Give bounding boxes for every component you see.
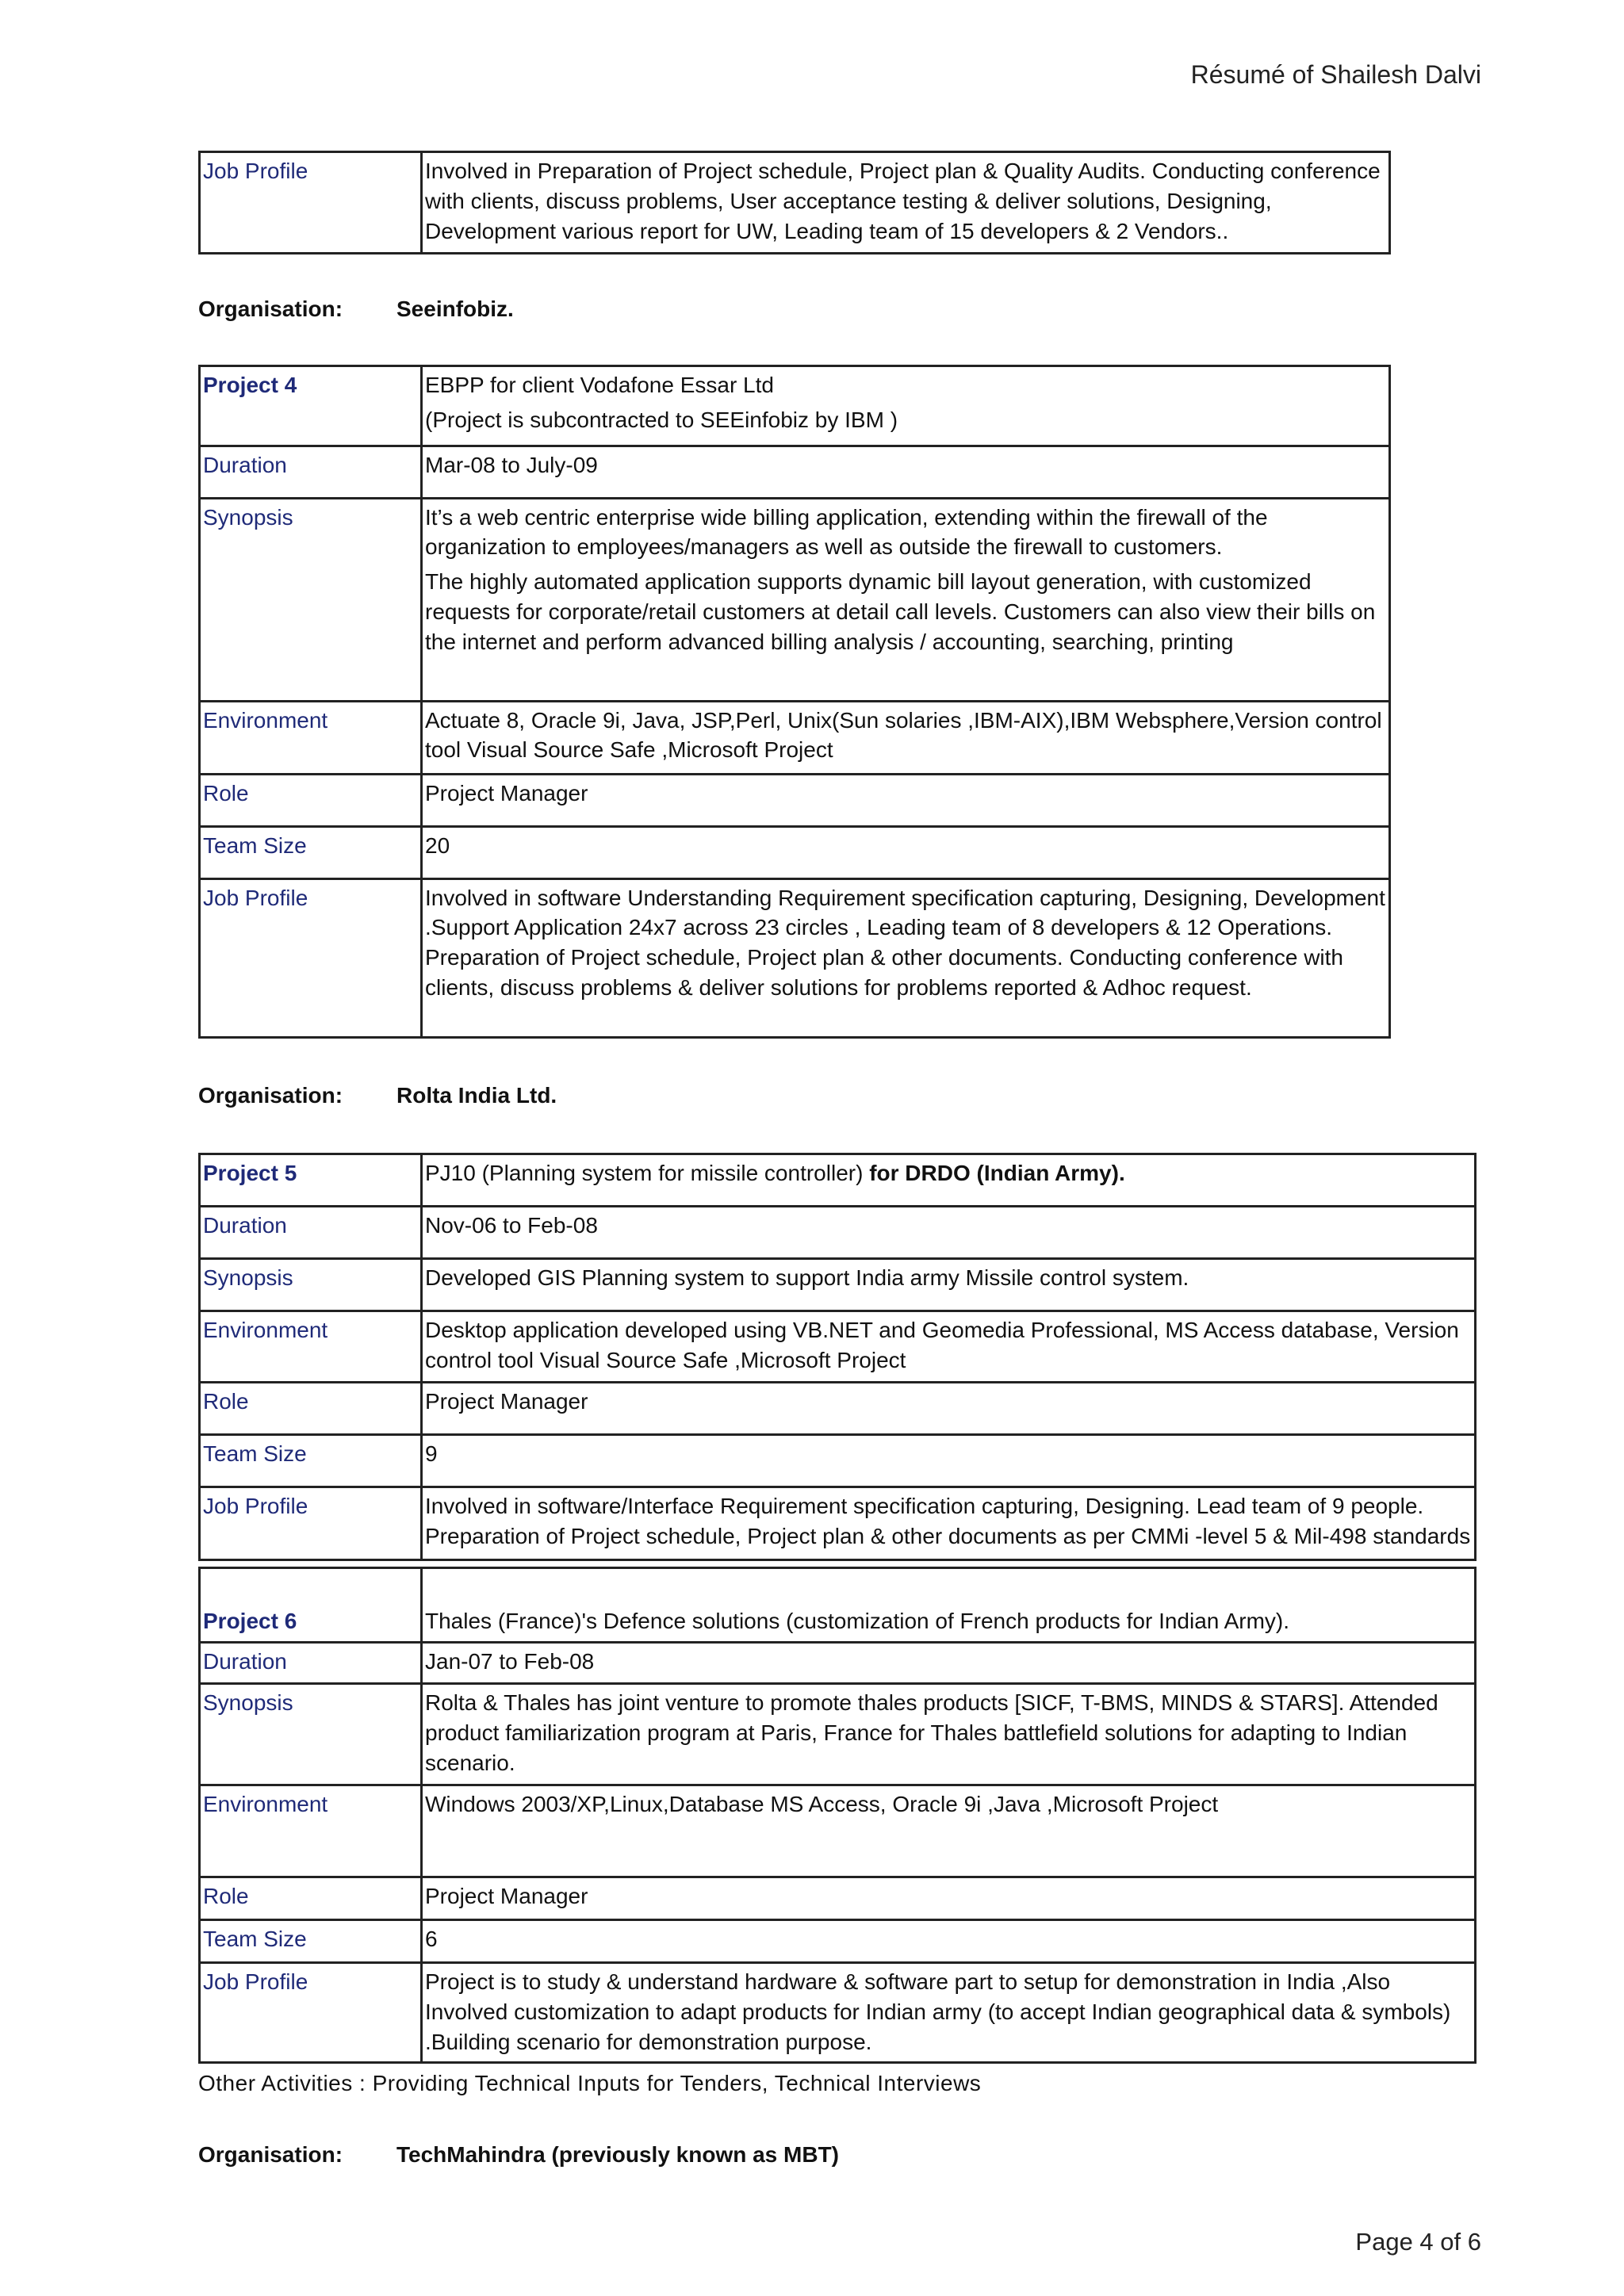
job-profile-label: Job Profile <box>200 878 422 1037</box>
duration-value: Nov-06 to Feb-08 <box>422 1207 1476 1259</box>
project-title <box>422 366 1390 446</box>
table-row <box>200 1643 1476 1684</box>
role-value: Project Manager <box>422 1383 1476 1435</box>
project-label: Project 5 <box>200 1154 422 1207</box>
organisation-label: Organisation: <box>198 297 343 321</box>
organisation-name: TechMahindra (previously known as MBT) <box>396 2142 840 2167</box>
team-size-value: 9 <box>422 1435 1476 1487</box>
project-5-table <box>198 1153 1477 1561</box>
other-activities: Other Activities : Providing Technical Inputs for Tenders, Technical Interviews <box>198 2071 982 2095</box>
role-value: Project Manager <box>422 1877 1476 1920</box>
project-title-line: (Project is subcontracted to SEEinfobiz by IBM ) <box>425 407 898 432</box>
team-size-label: Team Size <box>200 1920 422 1963</box>
table-row <box>200 498 1390 701</box>
project-label: Project 6 <box>200 1568 422 1643</box>
job-profile-label: Job Profile <box>200 1487 422 1560</box>
table-row <box>200 152 1390 254</box>
job-profile-text: Involved in Preparation of Project schedule, Project plan & Quality Audits. Conducting conference with clients, discuss problems, User acceptance testing & deliver solutions, Designing, Development various report for UW, Leading team of 15 developers & 2 Vendors.. <box>422 152 1390 254</box>
table-row <box>200 1207 1476 1259</box>
synopsis-label: Synopsis <box>200 1684 422 1785</box>
organisation-name: Seeinfobiz. <box>396 297 514 321</box>
team-size-label: Team Size <box>200 826 422 878</box>
synopsis-value: Rolta & Thales has joint venture to promote thales products [SICF, T-BMS, MINDS & STARS]. Attended product familiarization program at Paris, France for Thales battlefield solutions for adapting to Indian scenario. <box>422 1684 1476 1785</box>
environment-label: Environment <box>200 1785 422 1877</box>
duration-label: Duration <box>200 1643 422 1684</box>
job-profile-label: Job Profile <box>200 152 422 254</box>
role-label: Role <box>200 1877 422 1920</box>
project-6-table <box>198 1567 1477 2064</box>
synopsis-value: Developed GIS Planning system to support India army Missile control system. <box>422 1259 1476 1311</box>
role-label: Role <box>200 774 422 826</box>
organisation-seeinfobiz <box>198 297 514 322</box>
duration-value: Mar-08 to July-09 <box>422 446 1390 498</box>
table-row <box>200 1154 1476 1207</box>
synopsis-paragraph: It’s a web centric enterprise wide billing application, extending within the firewall of the organization to employees/managers as well as outside the firewall to customers. <box>425 504 1268 560</box>
role-label: Role <box>200 1383 422 1435</box>
environment-value: Actuate 8, Oracle 9i, Java, JSP,Perl, Unix(Sun solaries ,IBM-AIX),IBM Websphere,Version control tool Visual Source Safe ,Microsoft Project <box>422 701 1390 774</box>
synopsis-label: Synopsis <box>200 498 422 701</box>
project-title-client: for DRDO (Indian Army). <box>869 1161 1125 1185</box>
project-title <box>422 1154 1476 1207</box>
organisation-rolta <box>198 1083 557 1108</box>
project-title: Thales (France)'s Defence solutions (customization of French products for Indian Army). <box>422 1568 1476 1643</box>
synopsis-paragraph: The highly automated application supports dynamic bill layout generation, with customized requests for corporate/retail customers at detail call levels. Customers can also view their bills on the internet and perform advanced billing analysis / accounting, searching, printing <box>425 569 1376 654</box>
table-row <box>200 1920 1476 1963</box>
table-row <box>200 1383 1476 1435</box>
table-row <box>200 1684 1476 1785</box>
table-row <box>200 1435 1476 1487</box>
table-row <box>200 878 1390 1037</box>
environment-value: Desktop application developed using VB.NET and Geomedia Professional, MS Access database, Version control tool Visual Source Safe ,Microsoft Project <box>422 1311 1476 1383</box>
table-row <box>200 1877 1476 1920</box>
project-title-line: EBPP for client Vodafone Essar Ltd <box>425 373 774 397</box>
environment-label: Environment <box>200 701 422 774</box>
organisation-techmahindra <box>198 2142 839 2168</box>
duration-label: Duration <box>200 446 422 498</box>
environment-label: Environment <box>200 1311 422 1383</box>
project-title-plain: PJ10 (Planning system for missile controller) <box>425 1161 870 1185</box>
team-size-value: 6 <box>422 1920 1476 1963</box>
team-size-label: Team Size <box>200 1435 422 1487</box>
table-row <box>200 366 1390 446</box>
duration-value: Jan-07 to Feb-08 <box>422 1643 1476 1684</box>
table-row <box>200 826 1390 878</box>
synopsis-value <box>422 498 1390 701</box>
table-row <box>200 774 1390 826</box>
table-row <box>200 701 1390 774</box>
duration-label: Duration <box>200 1207 422 1259</box>
organisation-label: Organisation: <box>198 1083 343 1108</box>
table-row <box>200 1259 1476 1311</box>
page-header-title: Résumé of Shailesh Dalvi <box>1190 60 1481 89</box>
job-profile-value: Project is to study & understand hardware & software part to setup for demonstration in India ,Also Involved customization to adapt products for Indian army (to accept Indian geographical data & symbols) .Building scenario for demonstration purpose. <box>422 1963 1476 2063</box>
table-row <box>200 446 1390 498</box>
table-row <box>200 1311 1476 1383</box>
organisation-label: Organisation: <box>198 2142 343 2167</box>
project-4-table <box>198 365 1391 1039</box>
organisation-name: Rolta India Ltd. <box>396 1083 557 1108</box>
job-profile-value: Involved in software/Interface Requirement specification capturing, Designing. Lead team of 9 people. Preparation of Project schedule, Project plan & other documents as per CMMi -level 5 & Mil-498 standards <box>422 1487 1476 1560</box>
table-row <box>200 1487 1476 1560</box>
environment-value: Windows 2003/XP,Linux,Database MS Access, Oracle 9i ,Java ,Microsoft Project <box>422 1785 1476 1877</box>
synopsis-label: Synopsis <box>200 1259 422 1311</box>
job-profile-value: Involved in software Understanding Requirement specification capturing, Designing, Development .Support Application 24x7 across 23 circles , Leading team of 8 developers & 12 Operations. Preparation of Project schedule, Project plan & other documents. Conducting conference with clients, discuss problems & deliver solutions for problems reported & Adhoc request. <box>422 878 1390 1037</box>
role-value: Project Manager <box>422 774 1390 826</box>
table-row <box>200 1963 1476 2063</box>
job-profile-label: Job Profile <box>200 1963 422 2063</box>
table-row <box>200 1568 1476 1643</box>
page-number: Page 4 of 6 <box>1355 2228 1481 2256</box>
table-row <box>200 1785 1476 1877</box>
project-label: Project 4 <box>200 366 422 446</box>
job-profile-table-previous <box>198 151 1391 254</box>
team-size-value: 20 <box>422 826 1390 878</box>
